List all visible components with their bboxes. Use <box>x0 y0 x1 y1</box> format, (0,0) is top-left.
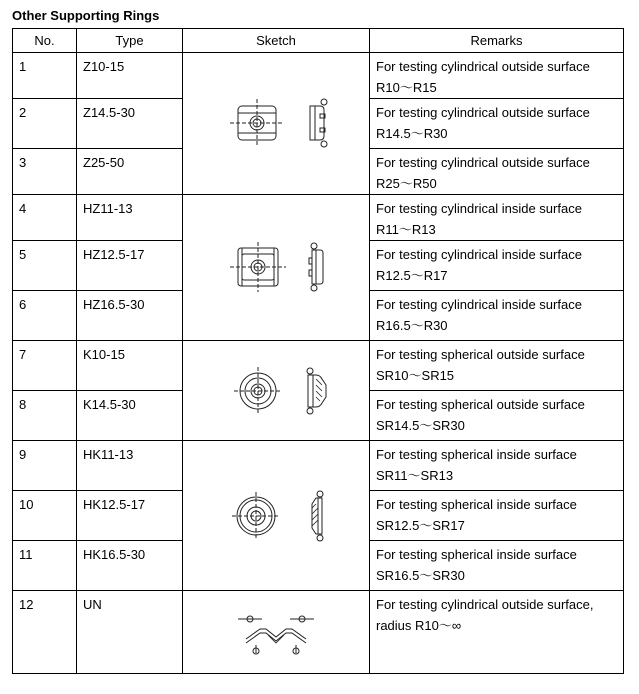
cylindrical-inside-ring-sketch <box>216 238 336 298</box>
remarks-line: For testing cylindrical inside surface <box>376 297 582 312</box>
remarks-range: R25～R50 <box>376 176 437 191</box>
remarks-line: For testing spherical outside surface <box>376 397 585 412</box>
remarks-line: For testing spherical inside surface <box>376 447 577 462</box>
header-type: Type <box>77 29 183 53</box>
remarks-range: SR11～SR13 <box>376 468 454 483</box>
remarks-range: R10～R15 <box>376 80 437 95</box>
row-no: 3 <box>13 149 77 195</box>
row-type: HK11-13 <box>77 441 183 491</box>
row-type: HZ11-13 <box>77 195 183 241</box>
header-remarks: Remarks <box>370 29 624 53</box>
sketch-un-ring <box>183 591 370 674</box>
sketch-hz-rings <box>183 195 370 341</box>
table-row <box>13 591 624 674</box>
remarks-range: R14.5～R30 <box>376 126 448 141</box>
row-remarks <box>370 99 624 149</box>
remarks-line: For testing cylindrical inside surface <box>376 201 582 216</box>
row-remarks <box>370 541 624 591</box>
row-type: HK16.5-30 <box>77 541 183 591</box>
row-no: 10 <box>13 491 77 541</box>
sketch-k-rings <box>183 341 370 441</box>
row-type: HK12.5-17 <box>77 491 183 541</box>
row-remarks <box>370 195 624 241</box>
table-row <box>13 53 624 99</box>
row-no: 11 <box>13 541 77 591</box>
remarks-line: For testing spherical outside surface <box>376 347 585 362</box>
row-no: 5 <box>13 241 77 291</box>
remarks-range: R16.5～R30 <box>376 318 448 333</box>
remarks-range: R11～R13 <box>376 222 436 237</box>
row-type: HZ12.5-17 <box>77 241 183 291</box>
remarks-range: SR14.5～SR30 <box>376 418 465 433</box>
row-type: Z14.5-30 <box>77 99 183 149</box>
remarks-range: R12.5～R17 <box>376 268 448 283</box>
table-row <box>13 195 624 241</box>
spherical-outside-ring-sketch <box>216 361 336 421</box>
row-type: K14.5-30 <box>77 391 183 441</box>
row-no: 1 <box>13 53 77 99</box>
row-type: HZ16.5-30 <box>77 291 183 341</box>
table-row <box>13 341 624 391</box>
row-no: 12 <box>13 591 77 674</box>
row-remarks <box>370 591 624 674</box>
row-no: 4 <box>13 195 77 241</box>
sketch-hk-rings <box>183 441 370 591</box>
row-remarks <box>370 291 624 341</box>
table-row <box>13 441 624 491</box>
remarks-line: For testing cylindrical outside surface <box>376 105 590 120</box>
row-remarks <box>370 341 624 391</box>
row-remarks <box>370 241 624 291</box>
remarks-line: For testing cylindrical outside surface <box>376 59 590 74</box>
row-remarks <box>370 391 624 441</box>
row-type: UN <box>77 591 183 674</box>
header-no: No. <box>13 29 77 53</box>
universal-ring-sketch <box>216 607 336 657</box>
spherical-inside-ring-sketch <box>216 484 336 548</box>
header-sketch: Sketch <box>183 29 370 53</box>
row-type: Z10-15 <box>77 53 183 99</box>
remarks-line: For testing spherical inside surface <box>376 497 577 512</box>
supporting-rings-table <box>12 28 624 674</box>
row-no: 6 <box>13 291 77 341</box>
remarks-range: SR12.5～SR17 <box>376 518 465 533</box>
header-row <box>13 29 624 53</box>
remarks-line: For testing cylindrical outside surface, <box>376 597 594 612</box>
page-title: Other Supporting Rings <box>12 8 160 23</box>
row-no: 9 <box>13 441 77 491</box>
row-no: 7 <box>13 341 77 391</box>
sketch-z-rings <box>183 53 370 195</box>
cylindrical-outside-ring-sketch <box>216 94 336 154</box>
remarks-line: For testing cylindrical inside surface <box>376 247 582 262</box>
remarks-range: SR16.5～SR30 <box>376 568 465 583</box>
row-remarks <box>370 491 624 541</box>
remarks-range: SR10～SR15 <box>376 368 455 383</box>
row-no: 2 <box>13 99 77 149</box>
row-remarks <box>370 149 624 195</box>
remarks-range: radius R10～∞ <box>376 618 462 633</box>
row-type: K10-15 <box>77 341 183 391</box>
row-remarks <box>370 53 624 99</box>
remarks-line: For testing spherical inside surface <box>376 547 577 562</box>
remarks-line: For testing cylindrical outside surface <box>376 155 590 170</box>
row-remarks <box>370 441 624 491</box>
row-type: Z25-50 <box>77 149 183 195</box>
row-no: 8 <box>13 391 77 441</box>
